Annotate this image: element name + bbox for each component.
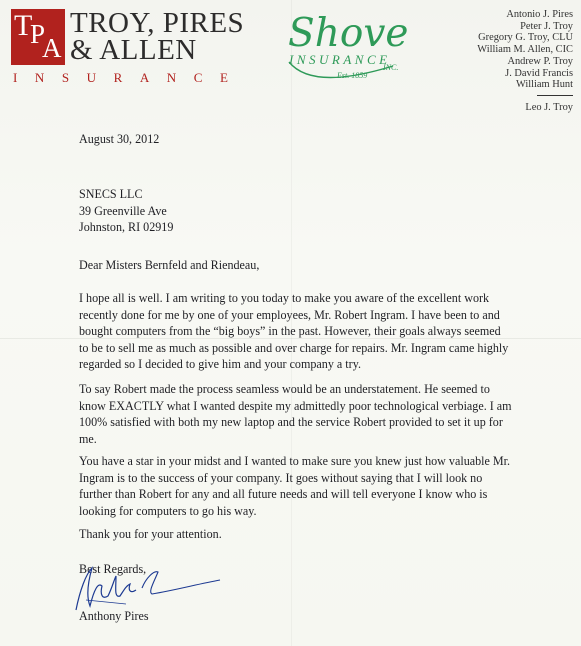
body-line: To say Robert made the process seamless would be an understatement. He seemed to — [79, 382, 490, 396]
body-line: bought computers from the “big boys” in the past. However, their goals always seemed — [79, 324, 501, 339]
tpa-company-name-line1: TROY, PIRES — [70, 7, 245, 39]
tpa-insurance-letter: U — [86, 70, 97, 85]
partner-name: Peter J. Troy — [520, 20, 573, 32]
body-line: I hope all is well. I am writing to you today to make you aware of the excellent work — [79, 291, 490, 305]
body-line: regarded so I decided to give him and your company a try. — [79, 357, 361, 372]
tpa-monogram-a: A — [42, 33, 62, 63]
closing: Best Regards, — [79, 562, 147, 576]
shove-logo-established: Est. 1859 — [337, 71, 368, 80]
body-paragraph-3 — [79, 453, 510, 519]
tpa-insurance-wordmark — [13, 70, 228, 86]
tpa-insurance-letter: R — [113, 70, 123, 85]
partner-name: William M. Allen, CIC — [477, 44, 573, 56]
shove-logo-insurance: INSURANCE — [289, 52, 391, 67]
tpa-monogram-logo — [11, 9, 65, 65]
shove-logo-name: Shove — [288, 11, 409, 56]
body-line: recently done for me by one of your employees, Mr. Robert Ingram. I have been to and — [79, 307, 500, 322]
body-line: Ingram is to the success of your company. It goes without saying that I will look no — [79, 470, 483, 485]
tpa-insurance-letter: C — [193, 70, 203, 85]
body-paragraph-2 — [79, 381, 512, 447]
body-paragraph-1 — [79, 290, 508, 373]
tpa-monogram-p: P — [30, 19, 46, 49]
recipient-line: 39 Greenville Ave — [79, 203, 167, 218]
partner-name-founder: Leo J. Troy — [525, 101, 573, 113]
partner-name: Antonio J. Pires — [506, 9, 573, 20]
body-line: know EXACTLY what I wanted despite my admittedly poor technological verbiage. I am — [79, 398, 512, 413]
partner-divider — [537, 95, 573, 96]
salutation: Dear Misters Bernfeld and Riendeau, — [79, 258, 260, 272]
tpa-insurance-letter: E — [219, 70, 228, 85]
tpa-insurance-letter: S — [61, 70, 70, 85]
recipient-line: Johnston, RI 02919 — [79, 220, 174, 235]
body-line: You have a star in your midst and I wanted to make sure you knew just how valuable Mr. — [79, 454, 511, 468]
recipient-address — [79, 186, 173, 236]
partner-name: Gregory G. Troy, CLU — [478, 32, 573, 44]
recipient-line: SNECS LLC — [79, 187, 143, 201]
shove-logo-inc: INC. — [383, 63, 399, 72]
tpa-insurance-letter: A — [139, 70, 150, 85]
body-line: to be to sell me as much as possible and over charge for repairs. Mr. Ingram came highly — [79, 340, 509, 355]
body-line: looking for computers to go his way. — [79, 503, 257, 518]
body-line: further than Robert for any and all future needs and will tell everyone I know who is — [79, 487, 488, 502]
tpa-insurance-letter: N — [34, 70, 45, 85]
letter-date: August 30, 2012 — [79, 132, 160, 146]
body-line: me. — [79, 431, 97, 446]
tpa-company-name-line2: & ALLEN — [70, 34, 197, 66]
partner-name: Andrew P. Troy — [507, 55, 573, 67]
signer-name: Anthony Pires — [79, 609, 149, 623]
tpa-insurance-letter: I — [13, 70, 18, 85]
partner-name: William Hunt — [515, 79, 573, 91]
partner-name: J. David Francis — [505, 67, 573, 79]
body-line: 100% satisfied with both my new laptop and the service Robert provided to set it up for — [79, 415, 503, 430]
tpa-monogram-t: T — [14, 9, 33, 42]
tpa-insurance-letter: N — [166, 70, 177, 85]
partner-list — [477, 9, 573, 114]
body-paragraph-4: Thank you for your attention. — [79, 527, 222, 541]
